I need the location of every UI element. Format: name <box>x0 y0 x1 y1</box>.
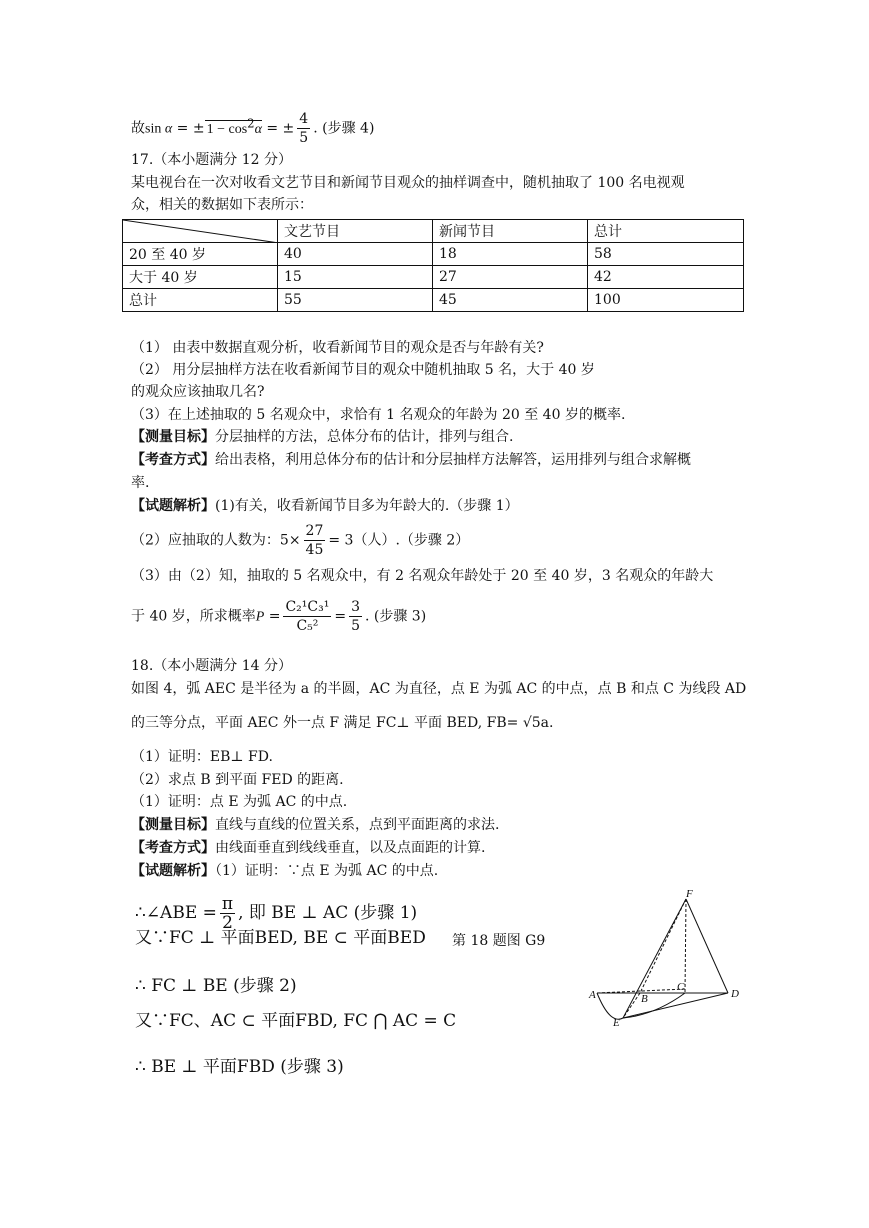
q17-part-2b: 的观众应该抽取几名? <box>131 384 265 400</box>
label-C: C <box>677 981 685 993</box>
table-row <box>123 243 744 266</box>
table-header: 新闻节目 <box>433 220 588 243</box>
table-cell: 27 <box>433 266 588 289</box>
equation-sin: 故sin α = ± $1 - \cos^2\alpha$ = ± $\frac{4}{5}$ . (步骤 4) <box>131 111 375 146</box>
q18-step-1: ∴∠ABE = $\frac{\pi}{2}$ , 即 BE ⊥ AC (步骤 1) <box>135 894 418 933</box>
table-diagonal-cell <box>123 220 278 243</box>
q17-intro-1: 某电视台在一次对收看文艺节目和新闻节目观众的抽样调查中，随机抽取了 100 名电视观 <box>131 175 685 191</box>
q18-goal: 【测量目标】直线与直线的位置关系，点到平面距离的求法. <box>131 817 500 833</box>
table-cell: 100 <box>588 289 744 312</box>
q18-step-2: 又∵FC ⊥ 平面BED, BE ⊂ 平面BED <box>135 928 426 948</box>
q17-method-cont: 率. <box>131 475 150 491</box>
table-cell: 58 <box>588 243 744 266</box>
q17-part-1: （1） 由表中数据直观分析，收看新闻节目的观众是否与年龄有关? <box>131 340 544 356</box>
table-cell: 42 <box>588 266 744 289</box>
table-row <box>123 220 744 243</box>
q17-solution-3: （3）由（2）知，抽取的 5 名观众中，有 2 名观众年龄处于 20 至 40 岁，3 名观众的年龄大 <box>131 568 714 584</box>
table-cell: 总计 <box>123 289 278 312</box>
q17-part-2: （2） 用分层抽样方法在收看新闻节目的观众中随机抽取 5 名，大于 40 岁 <box>131 362 595 378</box>
table-cell: 55 <box>278 289 433 312</box>
data-table <box>122 219 744 312</box>
q17-method: 【考查方式】给出表格，利用总体分布的估计和分层抽样方法解答，运用排列与组合求解概 <box>131 452 691 468</box>
q18-part-3: （1）证明：点 E 为弧 AC 的中点. <box>131 794 348 810</box>
q18-method: 【考查方式】由线面垂直到线线垂直，以及点面距的计算. <box>131 840 486 856</box>
q17-solution-1: 【试题解析】(1)有关，收看新闻节目多为年龄大的.（步骤 1） <box>131 498 519 514</box>
q17-intro-2: 众，相关的数据如下表所示： <box>131 197 313 213</box>
table-header: 文艺节目 <box>278 220 433 243</box>
q17-solution-4: 于 40 岁，所求概率P = $\frac{\text{C₂¹C₃¹}}{\text{C₅²}}$ = $\frac{3}{5}$ . (步骤 3) <box>131 599 427 634</box>
table-cell: 20 至 40 岁 <box>123 243 278 266</box>
q18-desc-2: 的三等分点，平面 AEC 外一点 F 满足 FC⊥ 平面 BED, FB= √5a. <box>131 715 554 731</box>
table-cell: 45 <box>433 289 588 312</box>
q17-solution-2: （2）应抽取的人数为：5× $\frac{27}{45}$ = 3（人）.（步骤 2） <box>131 523 470 558</box>
q18-step-3: ∴ FC ⊥ BE (步骤 2) <box>135 976 297 996</box>
label-D: D <box>731 988 739 1000</box>
q18-step-5: ∴ BE ⊥ 平面FBD (步骤 3) <box>135 1057 344 1077</box>
table-row <box>123 266 744 289</box>
q18-title: 18.（本小题满分 14 分） <box>131 658 292 674</box>
table-cell: 15 <box>278 266 433 289</box>
q18-step-4: 又∵FC、AC ⊂ 平面FBD, FC ⋂ AC = C <box>135 1011 457 1031</box>
table-cell: 40 <box>278 243 433 266</box>
q17-title: 17.（本小题满分 12 分） <box>131 152 292 168</box>
figure-caption: 第 18 题图 G9 <box>452 933 546 949</box>
table-cell: 18 <box>433 243 588 266</box>
table-cell: 大于 40 岁 <box>123 266 278 289</box>
geometry-figure <box>585 885 745 1030</box>
table-row <box>123 289 744 312</box>
q18-part-2: （2）求点 B 到平面 FED 的距离. <box>131 772 344 788</box>
q17-part-3: （3）在上述抽取的 5 名观众中，求恰有 1 名观众的年龄为 20 至 40 岁的概率. <box>131 407 626 423</box>
q18-solution: 【试题解析】（1）证明：∵点 E 为弧 AC 的中点. <box>131 863 439 879</box>
q18-desc-1: 如图 4，弧 AEC 是半径为 a 的半圆，AC 为直径，点 E 为弧 AC 的中点，点 B 和点 C 为线段 AD <box>131 681 747 697</box>
q17-goal: 【测量目标】分层抽样的方法，总体分布的估计，排列与组合. <box>131 429 514 445</box>
label-E: E <box>613 1017 620 1029</box>
label-F: F <box>686 888 693 900</box>
label-A: A <box>589 989 596 1001</box>
q18-part-1: （1）证明：EB⊥ FD. <box>131 749 273 765</box>
table-header: 总计 <box>588 220 744 243</box>
label-B: B <box>641 993 648 1005</box>
